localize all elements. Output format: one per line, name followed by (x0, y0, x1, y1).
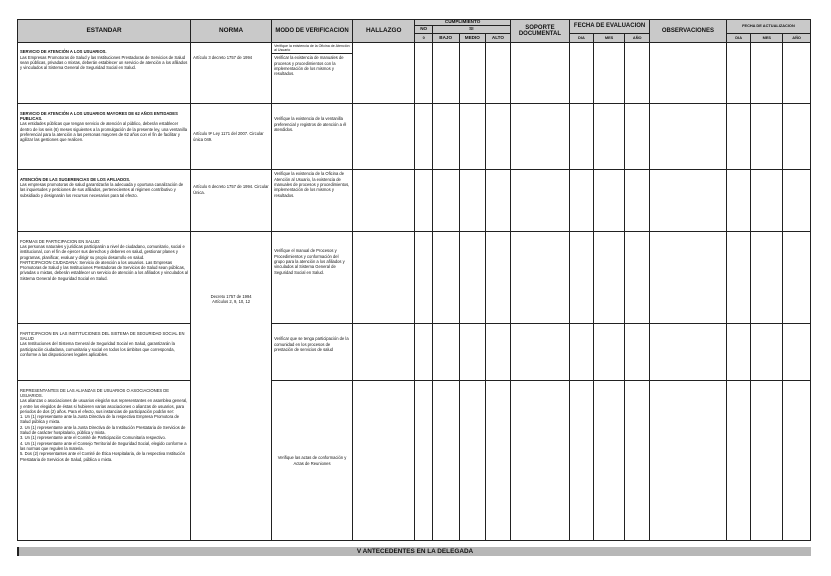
header-soporte-documental: SOPORTE DOCUMENTAL (510, 20, 569, 43)
actualizacion-mes-input[interactable] (751, 232, 783, 324)
actualizacion-mes-input[interactable] (751, 324, 783, 381)
cumplimiento-bajo-input[interactable] (432, 324, 459, 381)
hallazgo-input[interactable] (352, 232, 414, 324)
hallazgo-input[interactable] (352, 381, 414, 541)
header-alto: ALTO (486, 34, 511, 43)
actualizacion-dia-input[interactable] (726, 170, 751, 232)
estandar-representantes-alianzas (18, 381, 191, 541)
actualizacion-anio-input[interactable] (783, 381, 811, 541)
soporte-documental-input[interactable] (510, 381, 569, 541)
header-estandar: ESTANDAR (18, 20, 191, 43)
soporte-documental-input[interactable] (510, 104, 569, 170)
estandar-body: Las alianzas o asociaciones de usuarios elegirán sus representantes en asamblea general, y entre los elegidos de éstas si hubieren varias asociaciones o alianzas de usuarios, para periodos de dos (2) años. Para el efecto, sus instancias de participación podrán ser: 1. Un (1) representante ante la Junta Directiva de la respectiva Empresa Promotora de Salud pública y mixta. 2. Un (1) representante ante la Junta Directiva de la Institución Prestataria de Servicios de Salud de carácter hospitalario, pública y mixta. 3. Un (1) representante ante el Comité de Participación Comunitaria respectivo. 4. Un (1) representante ante el Consejo Territorial de Seguridad Social, elegido conforme a las normas que regulen la materia. 5. Dos (2) representantes ante el Comité de Ética Hospitalaria, de la respectiva Institución Prestataria de Servicios de Salud, pública o mixta. (20, 398, 188, 462)
estandar-title: PARTICIPACION EN LAS INSTITUCIONES DEL SISTEMA DE SEGURIDAD SOCIAL EN SALUD (20, 330, 185, 341)
modo-verificacion-cell: Verifique la existencia de la Oficina de Atención al Usuario, la existencia de manuales de procesos y procedimientos, implementación de los mismos y resultados. (272, 170, 353, 232)
fecha-anio-input[interactable] (625, 324, 650, 381)
fecha-dia-input[interactable] (570, 324, 594, 381)
header-no: NO (415, 26, 432, 34)
actualizacion-dia-input[interactable] (726, 381, 751, 541)
cumplimiento-medio-input[interactable] (459, 104, 486, 170)
modo-verificacion-cell: Verifique la existencia de la ventanilla preferencial y registros de atención a él atendidos. (272, 104, 353, 170)
header-bajo: BAJO (432, 34, 459, 43)
estandar-participacion-instituciones (18, 324, 191, 381)
cumplimiento-alto-input[interactable] (486, 43, 511, 104)
actualizacion-dia-input[interactable] (726, 104, 751, 170)
header-medio: MEDIO (459, 34, 486, 43)
header-anio-actualizacion: AÑO (783, 34, 811, 43)
actualizacion-anio-input[interactable] (783, 104, 811, 170)
observaciones-input[interactable] (650, 232, 727, 324)
header-norma: NORMA (191, 20, 272, 43)
estandar-title: SERVICIO DE ATENCIÓN A LOS USUARIOS. (20, 49, 107, 55)
actualizacion-mes-input[interactable] (751, 43, 783, 104)
observaciones-input[interactable] (650, 324, 727, 381)
hallazgo-input[interactable] (352, 170, 414, 232)
cumplimiento-medio-input[interactable] (459, 232, 486, 324)
actualizacion-dia-input[interactable] (726, 232, 751, 324)
actualizacion-mes-input[interactable] (751, 381, 783, 541)
cumplimiento-medio-input[interactable] (459, 381, 486, 541)
actualizacion-anio-input[interactable] (783, 43, 811, 104)
cumplimiento-alto-input[interactable] (486, 170, 511, 232)
header-fecha-actualizacion: FECHA DE ACTUALIZACION (726, 20, 810, 34)
actualizacion-mes-input[interactable] (751, 170, 783, 232)
header-mes-actualizacion: MES (751, 34, 783, 43)
hallazgo-input[interactable] (352, 324, 414, 381)
observaciones-input[interactable] (650, 43, 727, 104)
header-hallazgo: HALLAZGO (352, 20, 414, 43)
fecha-mes-input[interactable] (593, 170, 625, 232)
fecha-anio-input[interactable] (625, 104, 650, 170)
estandar-title: SERVICIO DE ATENCIÓN A LOS USUARIOS MAYORES DE 62 AÑOS ENTIDADES PUBLICAS. (20, 110, 178, 121)
cumplimiento-0-input[interactable] (415, 43, 432, 104)
fecha-mes-input[interactable] (593, 104, 625, 170)
header-fecha-evaluacion: FECHA DE EVALUACION (570, 20, 650, 34)
estandar-mayores-62 (18, 104, 191, 170)
section-heading-antecedentes: V ANTECEDENTES EN LA DELEGADA (17, 547, 811, 556)
fecha-dia-input[interactable] (570, 232, 594, 324)
cumplimiento-0-input[interactable] (415, 232, 432, 324)
soporte-documental-input[interactable] (510, 170, 569, 232)
modo-verificacion-cell: Verifique las actas de conformación y Actas de Reuniones (272, 381, 353, 541)
cumplimiento-alto-input[interactable] (486, 104, 511, 170)
actualizacion-mes-input[interactable] (751, 104, 783, 170)
cumplimiento-alto-input[interactable] (486, 324, 511, 381)
actualizacion-anio-input[interactable] (783, 324, 811, 381)
cumplimiento-bajo-input[interactable] (432, 104, 459, 170)
fecha-dia-input[interactable] (570, 170, 594, 232)
fecha-dia-input[interactable] (570, 104, 594, 170)
header-cero: 0 (415, 34, 432, 43)
fecha-anio-input[interactable] (625, 43, 650, 104)
modo-verificacion-cell: Verificar que se tenga participación de la comunidad en los procesos de prestación de servicios de salud (272, 324, 353, 381)
cumplimiento-alto-input[interactable] (486, 232, 511, 324)
actualizacion-anio-input[interactable] (783, 232, 811, 324)
fecha-dia-input[interactable] (570, 381, 594, 541)
norma-cell: Artículo 6 decreto 1757 de 1994. Circular Única. (191, 170, 272, 232)
cumplimiento-bajo-input[interactable] (432, 43, 459, 104)
cumplimiento-0-input[interactable] (415, 104, 432, 170)
modo-verificacion-cell: Verifique el manual de Procesos y Procedimientos y conformación del grupo para la atención a los afiliados y vinculados al Sistema General de Seguridad Social en Salud. (272, 232, 353, 324)
estandar-servicio-atencion (18, 43, 191, 104)
hallazgo-input[interactable] (352, 43, 414, 104)
norma-text: Decreto 1757 de 1994 Artículos 2, 9, 10, 12 (210, 293, 252, 304)
actualizacion-dia-input[interactable] (726, 324, 751, 381)
norma-cell: Artículo 9º Ley 1171 del 2007. Circular única 049. (191, 104, 272, 170)
estandar-sugerencias-afiliados (18, 170, 191, 232)
evaluation-table (17, 19, 811, 541)
soporte-documental-input[interactable] (510, 232, 569, 324)
cumplimiento-0-input[interactable] (415, 324, 432, 381)
norma-cell-merged (191, 232, 272, 541)
header-mes: MES (593, 34, 625, 43)
header-cumplimiento: CUMPLIMIENTO (415, 20, 510, 26)
fecha-anio-input[interactable] (625, 170, 650, 232)
fecha-mes-input[interactable] (593, 381, 625, 541)
header-si: SI (432, 26, 510, 34)
header-dia-actualizacion: DIA (726, 34, 751, 43)
soporte-documental-input[interactable] (510, 43, 569, 104)
cumplimiento-medio-input[interactable] (459, 324, 486, 381)
estandar-body: Las Empresas Promotoras de Salud y las Instituciones Prestadoras de Servicios de Salud sean públicas, privadas o mixtas, deberán establecer un servicio de atención a los afiliados y vinculados al Sistema General de Seguridad Social en Salud. (20, 54, 188, 71)
cumplimiento-0-input[interactable] (415, 170, 432, 232)
header-anio: AÑO (625, 34, 650, 43)
fecha-dia-input[interactable] (570, 43, 594, 104)
header-observaciones: OBSERVACIONES (650, 20, 727, 43)
fecha-mes-input[interactable] (593, 43, 625, 104)
estandar-title: REPRESENTANTES DE LAS ALIANZAS DE USUARIOS O ASOCIACIONES DE USUARIOS. (20, 387, 170, 398)
observaciones-input[interactable] (650, 381, 727, 541)
cumplimiento-bajo-input[interactable] (432, 381, 459, 541)
hallazgo-input[interactable] (352, 104, 414, 170)
cumplimiento-alto-input[interactable] (486, 381, 511, 541)
actualizacion-anio-input[interactable] (783, 170, 811, 232)
cumplimiento-medio-input[interactable] (459, 43, 486, 104)
fecha-mes-input[interactable] (593, 324, 625, 381)
fecha-anio-input[interactable] (625, 232, 650, 324)
fecha-mes-input[interactable] (593, 232, 625, 324)
estandar-body: Las personas naturales y jurídicas participarán a nivel de ciudadano, comunitario, social e institucional, con el fin de ejercer sus derechos y deberes en salud, gestionar planes y programas, planificar, evaluar y dirigir su propio desarrollo en salud. PARTICIPACION CIUDADANA: Servicio de atención a los usuarios. Las Empresas Promotoras de Salud y las Instituciones Prestadoras de Servicios de Salud sean públicas, privadas o mixtas, deberán establecer un servicio de atención a los afiliados y vinculados al Sistema General de Seguridad Social en Salud. (20, 243, 189, 281)
header-modo-verificacion: MODO DE VERIFICACION (272, 20, 353, 43)
cumplimiento-bajo-input[interactable] (432, 170, 459, 232)
norma-cell: Artículo 3 decreto 1757 de 1994 (191, 43, 272, 104)
estandar-body: Las Instituciones del Sistema General de Seguridad Social en Salud, garantizarán la participación ciudadana, comunitaria y social en todos los ámbitos que corresponda, conforme a las disposiciones legales aplicables. (20, 341, 175, 357)
estandar-title: ATENCIÓN DE LAS SUGERENCIAS DE LOS AFILIADOS. (20, 176, 131, 182)
estandar-body: Las entidades públicas que tengan servicio de atención al público, deberán establecer dentro de los seis (6) meses siguientes a la promulgación de la presente ley, una ventanilla preferencial para la atención a las personas mayores de 62 años con el fin de facilitar y agilizar las gestiones que realicen. (20, 121, 188, 143)
header-dia: DIA (570, 34, 594, 43)
estandar-formas-participacion (18, 232, 191, 324)
modo-verificacion-cell: Verificar la existencia de manuales de procesos y procedimientos con la implementación de los mismos y resultados. (272, 54, 353, 104)
soporte-documental-input[interactable] (510, 324, 569, 381)
cumplimiento-bajo-input[interactable] (432, 232, 459, 324)
cumplimiento-medio-input[interactable] (459, 170, 486, 232)
estandar-title: FORMAS DE PARTICIPACION EN SALUD: (20, 238, 101, 244)
fecha-anio-input[interactable] (625, 381, 650, 541)
observaciones-input[interactable] (650, 170, 727, 232)
actualizacion-dia-input[interactable] (726, 43, 751, 104)
cumplimiento-0-input[interactable] (415, 381, 432, 541)
observaciones-input[interactable] (650, 104, 727, 170)
modo-verificacion-cell: Verifique la existencia de la Oficina de Atención al Usuario (272, 43, 353, 54)
estandar-body: Las empresas promotoras de salud garantizarán la adecuada y oportuna canalización de las inquietudes y peticiones de sus afiliados, pertenecientes al régimen contributivo y subsidiado y designarán los recursos necesarios para tal efecto. (20, 181, 184, 198)
